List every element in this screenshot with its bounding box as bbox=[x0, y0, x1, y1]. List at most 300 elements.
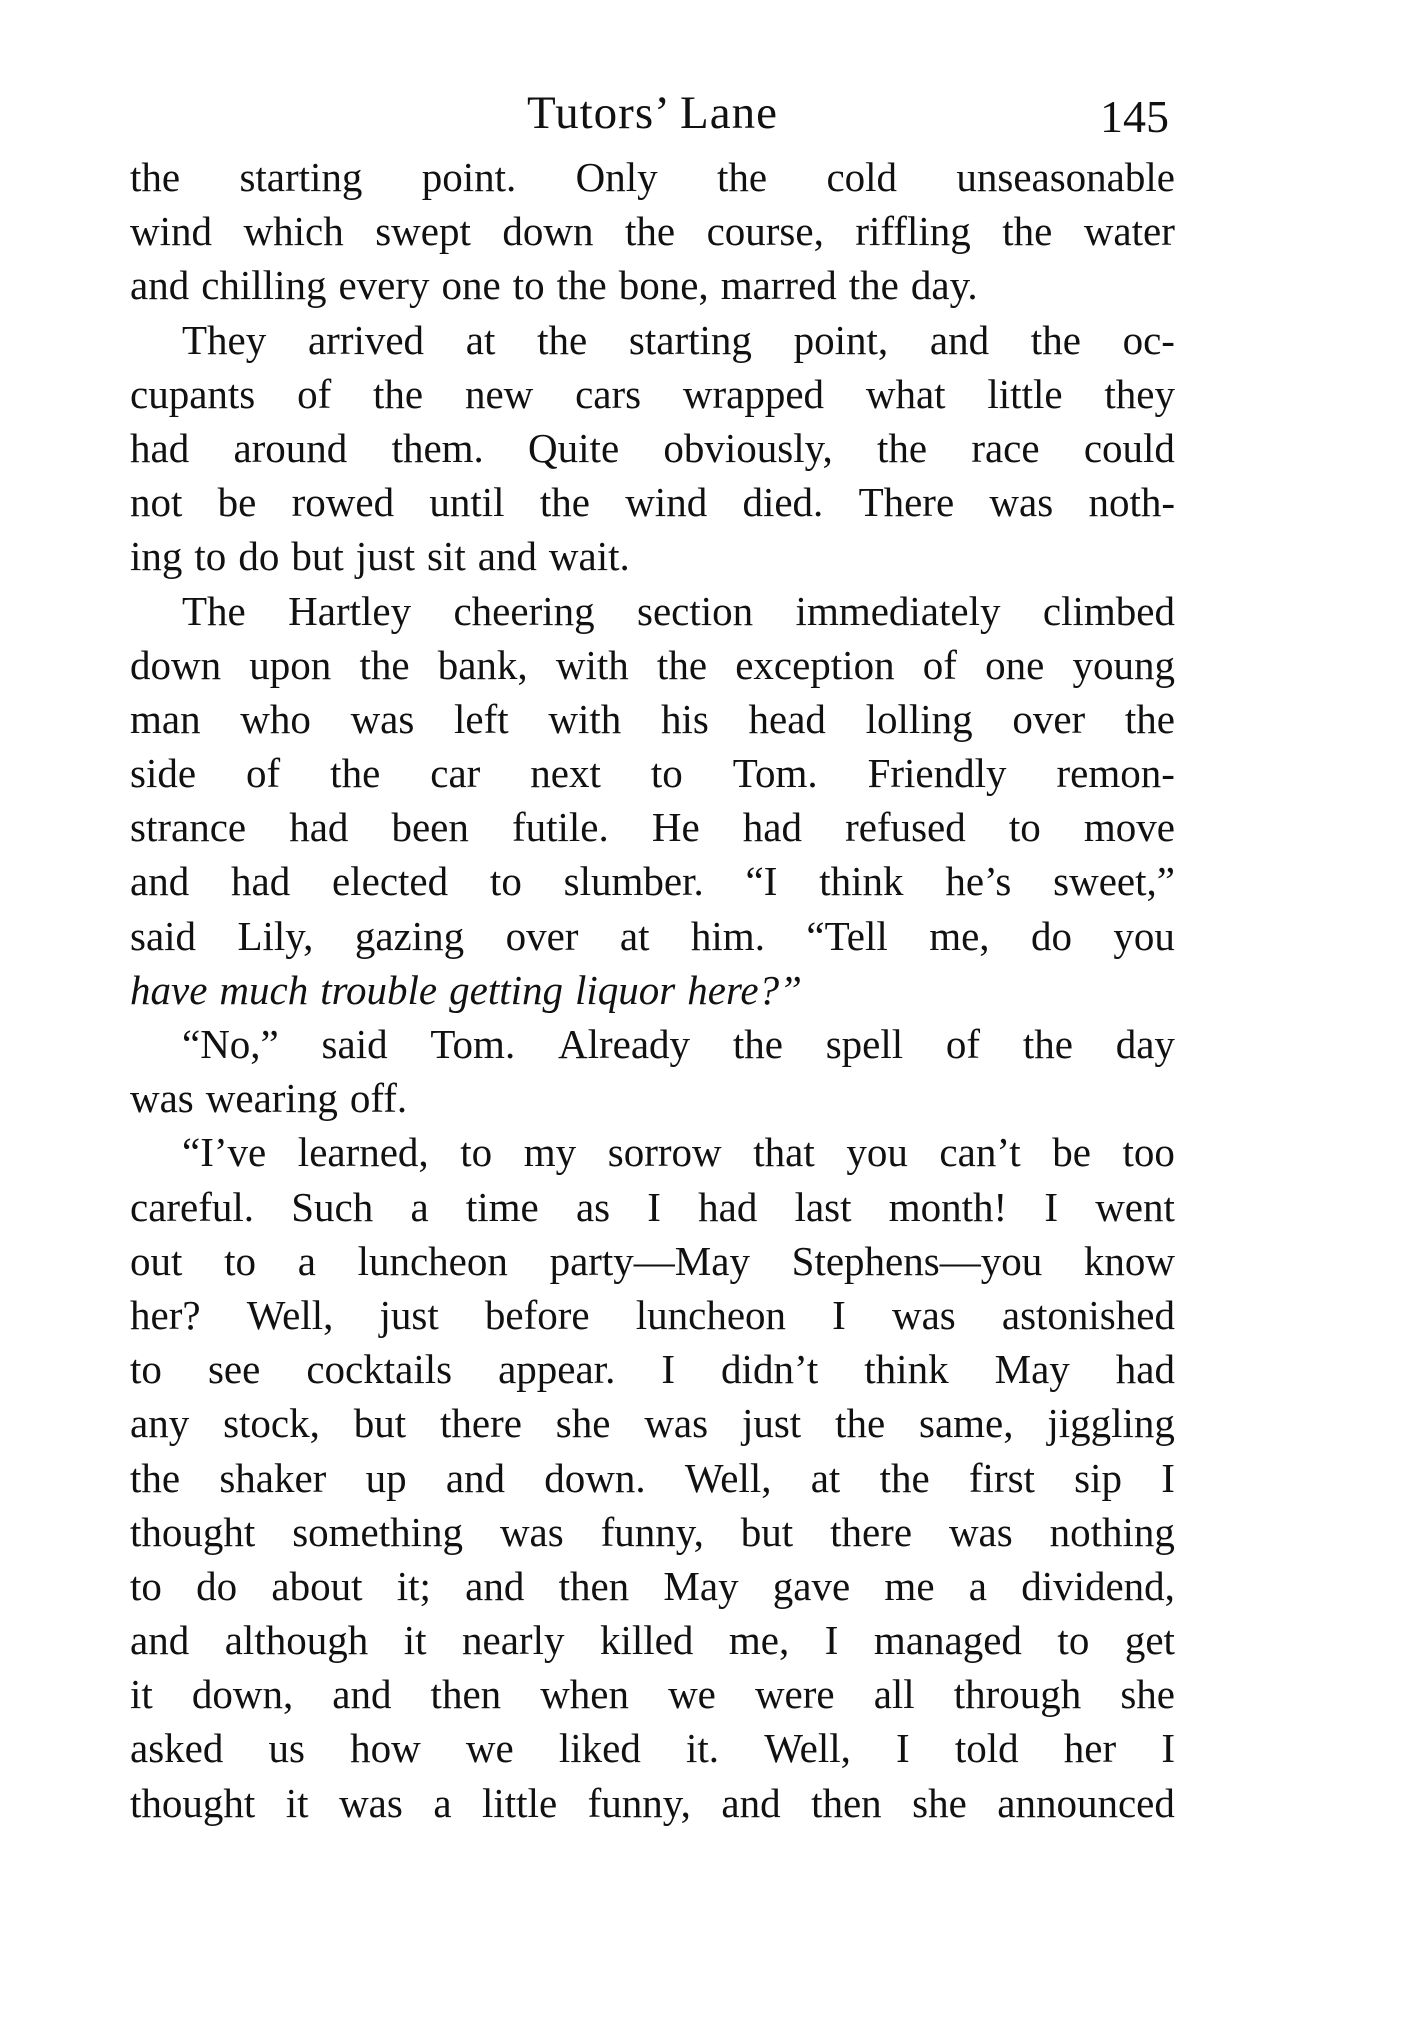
word: was bbox=[499, 1508, 564, 1555]
word: just bbox=[741, 1400, 802, 1447]
word: think bbox=[864, 1346, 949, 1393]
text-line bbox=[130, 1396, 1175, 1450]
word: Well, bbox=[684, 1454, 772, 1501]
word: at bbox=[810, 1454, 841, 1501]
text-line bbox=[130, 1234, 1175, 1288]
word: asked bbox=[130, 1725, 224, 1772]
word: unseasonable bbox=[956, 154, 1175, 200]
text-line bbox=[130, 1776, 1175, 1830]
text-line bbox=[130, 1505, 1175, 1559]
word: of bbox=[297, 370, 332, 417]
word: down bbox=[502, 208, 594, 255]
word: see bbox=[207, 1346, 261, 1393]
word: managed bbox=[873, 1617, 1022, 1664]
word: bone, bbox=[618, 262, 709, 309]
word: it bbox=[403, 1617, 427, 1664]
word: and bbox=[721, 1779, 781, 1826]
word: said bbox=[321, 1021, 388, 1067]
word: Lily, bbox=[237, 912, 314, 959]
word: starting bbox=[239, 154, 363, 200]
running-header bbox=[130, 78, 1175, 148]
word: course, bbox=[706, 208, 824, 255]
word: the bbox=[624, 208, 676, 255]
word: to bbox=[512, 262, 545, 309]
word: starting bbox=[628, 316, 752, 363]
word: the bbox=[835, 1400, 886, 1447]
word: car bbox=[430, 750, 481, 797]
word: stock, bbox=[223, 1400, 320, 1447]
word: didn’t bbox=[721, 1346, 819, 1393]
word: luncheon bbox=[357, 1237, 508, 1284]
word: and bbox=[332, 1671, 392, 1718]
word: to bbox=[130, 1346, 162, 1393]
word: Hartley bbox=[288, 587, 412, 634]
word: killed bbox=[600, 1617, 694, 1664]
word: to bbox=[130, 1562, 162, 1609]
word: wind bbox=[625, 479, 708, 526]
word: There bbox=[858, 479, 955, 526]
word: “I bbox=[745, 858, 778, 905]
word: then bbox=[811, 1779, 882, 1826]
text-line bbox=[130, 313, 1175, 367]
word: the bbox=[330, 750, 381, 797]
word: party—May bbox=[549, 1237, 750, 1284]
word: refused bbox=[845, 804, 966, 851]
word: the bbox=[717, 154, 768, 200]
word: Tom. bbox=[430, 1021, 516, 1067]
word: were bbox=[754, 1671, 835, 1718]
word: to bbox=[224, 1237, 256, 1284]
word: we bbox=[668, 1671, 716, 1718]
word: They bbox=[182, 316, 267, 363]
word: could bbox=[1083, 424, 1175, 471]
text-line bbox=[130, 1667, 1175, 1721]
word: May bbox=[994, 1346, 1070, 1393]
word: trouble bbox=[320, 966, 438, 1013]
word: wind bbox=[130, 208, 212, 255]
word: May bbox=[663, 1562, 739, 1609]
word: and bbox=[130, 858, 190, 905]
word: wrapped bbox=[682, 370, 825, 417]
word: who bbox=[240, 695, 311, 742]
word: cheering bbox=[453, 587, 595, 634]
word: man bbox=[130, 695, 201, 742]
word: and bbox=[130, 262, 190, 309]
text-line bbox=[130, 475, 1175, 529]
word: the bbox=[1030, 316, 1081, 363]
word: I bbox=[647, 1183, 661, 1230]
word: and bbox=[130, 1617, 190, 1664]
word: then bbox=[430, 1671, 502, 1718]
word: day. bbox=[910, 262, 978, 309]
word: I bbox=[1161, 1454, 1175, 1501]
word: month! bbox=[888, 1183, 1008, 1230]
word: side bbox=[130, 750, 197, 797]
word: first bbox=[968, 1454, 1035, 1501]
word: too bbox=[1122, 1129, 1175, 1176]
word: the bbox=[1002, 208, 1053, 255]
word: which bbox=[243, 208, 344, 255]
word: the bbox=[656, 641, 708, 688]
word: move bbox=[1083, 804, 1175, 851]
word: I bbox=[824, 1617, 839, 1664]
word: marred bbox=[720, 262, 837, 309]
word: get bbox=[1124, 1617, 1175, 1664]
word: had bbox=[231, 858, 291, 905]
word: cocktails bbox=[306, 1346, 453, 1393]
word: “Tell bbox=[806, 912, 888, 959]
word: to bbox=[460, 1129, 493, 1176]
word: gave bbox=[772, 1562, 851, 1609]
word: said bbox=[130, 912, 197, 959]
word: down. bbox=[544, 1454, 646, 1501]
word: down, bbox=[191, 1671, 294, 1718]
word: Well, bbox=[246, 1291, 334, 1338]
word: one bbox=[985, 641, 1045, 688]
word: I bbox=[896, 1725, 910, 1772]
text-line bbox=[130, 150, 1175, 204]
text-line bbox=[130, 1288, 1175, 1342]
word: before bbox=[484, 1291, 590, 1338]
text-line bbox=[130, 1613, 1175, 1667]
word: a bbox=[297, 1237, 316, 1284]
word: all bbox=[873, 1671, 915, 1718]
word: luncheon bbox=[635, 1291, 787, 1338]
word: slumber. bbox=[563, 858, 704, 905]
word: was bbox=[644, 1400, 709, 1447]
text-line bbox=[130, 1559, 1175, 1613]
word: the bbox=[848, 262, 899, 309]
word: with bbox=[548, 695, 622, 742]
word: every bbox=[338, 262, 430, 309]
word: but bbox=[740, 1508, 794, 1555]
word: getting bbox=[449, 966, 564, 1013]
word: her bbox=[1063, 1725, 1117, 1772]
word: can’t bbox=[939, 1129, 1021, 1176]
word: head bbox=[748, 695, 826, 742]
word: there bbox=[439, 1400, 522, 1447]
word: through bbox=[953, 1671, 1082, 1718]
word: careful. bbox=[130, 1183, 255, 1230]
word: was bbox=[948, 1508, 1013, 1555]
word: arrived bbox=[307, 316, 425, 363]
word: something bbox=[292, 1508, 464, 1555]
word: it bbox=[130, 1671, 153, 1718]
word: any bbox=[130, 1400, 190, 1447]
word: nearly bbox=[462, 1617, 565, 1664]
word: The bbox=[182, 587, 246, 634]
word: exception bbox=[735, 641, 895, 688]
word: Such bbox=[291, 1183, 374, 1230]
word: a bbox=[433, 1779, 452, 1826]
word: next bbox=[530, 750, 601, 797]
word: time bbox=[465, 1183, 539, 1230]
word: died. bbox=[742, 479, 824, 526]
word: elected bbox=[332, 858, 449, 905]
word: had bbox=[698, 1183, 758, 1230]
word: the bbox=[556, 262, 607, 309]
word: dividend, bbox=[1021, 1562, 1175, 1609]
word: of bbox=[246, 750, 281, 797]
word: the bbox=[537, 316, 588, 363]
word: He bbox=[651, 804, 700, 851]
word: be bbox=[1052, 1129, 1091, 1176]
word: to bbox=[650, 750, 683, 797]
word: Already bbox=[557, 1021, 691, 1067]
text-line bbox=[130, 638, 1175, 692]
word: the bbox=[130, 154, 181, 200]
word: at bbox=[619, 912, 650, 959]
word: cupants bbox=[130, 370, 256, 417]
word: and bbox=[445, 1454, 506, 1501]
word: then bbox=[558, 1562, 630, 1609]
text-line bbox=[130, 258, 1175, 312]
word: her? bbox=[130, 1291, 201, 1338]
text-line bbox=[130, 367, 1175, 421]
word: wait. bbox=[548, 533, 630, 580]
word: until bbox=[429, 479, 505, 526]
word: cars bbox=[575, 370, 642, 417]
word: funny, bbox=[600, 1508, 704, 1555]
word: sorrow bbox=[607, 1129, 722, 1176]
word: my bbox=[523, 1129, 577, 1176]
word: the bbox=[373, 370, 424, 417]
word: was bbox=[989, 479, 1054, 526]
word: I bbox=[1044, 1183, 1058, 1230]
word: me, bbox=[929, 912, 990, 959]
text-line bbox=[130, 1125, 1175, 1179]
word: and bbox=[465, 1562, 525, 1609]
word: obviously, bbox=[663, 424, 833, 471]
word: same, bbox=[919, 1400, 1014, 1447]
word: he’s bbox=[945, 858, 1012, 905]
word: be bbox=[217, 479, 257, 526]
running-title: Tutors’ Lane bbox=[527, 87, 778, 139]
body-text bbox=[130, 150, 1175, 1830]
word: I bbox=[832, 1291, 846, 1338]
text-line bbox=[130, 909, 1175, 963]
word: when bbox=[540, 1671, 630, 1718]
word: them. bbox=[391, 424, 484, 471]
text-line bbox=[130, 963, 1175, 1017]
text-line bbox=[130, 800, 1175, 854]
word: young bbox=[1072, 641, 1175, 688]
word: me, bbox=[728, 1617, 790, 1664]
word: new bbox=[464, 370, 534, 417]
word: here?” bbox=[687, 966, 802, 1013]
word: have bbox=[130, 966, 208, 1013]
word: “No,” bbox=[182, 1021, 279, 1067]
word: was bbox=[339, 1779, 403, 1826]
word: with bbox=[555, 641, 629, 688]
word: had bbox=[130, 424, 190, 471]
word: of bbox=[945, 1021, 981, 1067]
word: you bbox=[1113, 912, 1175, 959]
word: day bbox=[1115, 1021, 1175, 1067]
word: astonished bbox=[1001, 1291, 1175, 1338]
word: of bbox=[922, 641, 957, 688]
text-line bbox=[130, 746, 1175, 800]
word: had bbox=[742, 804, 802, 851]
word: just bbox=[379, 1291, 439, 1338]
word: point. bbox=[421, 154, 517, 200]
word: liquor bbox=[575, 966, 676, 1013]
word: climbed bbox=[1042, 587, 1175, 634]
text-line bbox=[130, 692, 1175, 746]
word: his bbox=[660, 695, 709, 742]
word: lolling bbox=[865, 695, 973, 742]
word: as bbox=[575, 1183, 611, 1230]
word: at bbox=[465, 316, 496, 363]
word: know bbox=[1083, 1237, 1175, 1284]
word: over bbox=[505, 912, 579, 959]
word: immediately bbox=[795, 587, 1001, 634]
word: futile. bbox=[511, 804, 609, 851]
word: out bbox=[130, 1237, 183, 1284]
word: last bbox=[794, 1183, 852, 1230]
word: noth- bbox=[1088, 479, 1175, 526]
word: bank, bbox=[437, 641, 528, 688]
word: strance bbox=[130, 804, 247, 851]
word: the bbox=[130, 1454, 181, 1501]
word: up bbox=[365, 1454, 407, 1501]
word: she bbox=[1120, 1671, 1175, 1718]
word: what bbox=[865, 370, 946, 417]
word: gazing bbox=[354, 912, 465, 959]
word: do bbox=[238, 533, 280, 580]
page-number: 145 bbox=[1100, 91, 1169, 142]
word: him. bbox=[690, 912, 765, 959]
word: off. bbox=[349, 1075, 408, 1122]
word: swept bbox=[375, 208, 471, 255]
word: it; bbox=[396, 1562, 431, 1609]
word: she bbox=[912, 1779, 967, 1826]
word: it. bbox=[686, 1725, 720, 1772]
word: but bbox=[291, 533, 344, 580]
word: much bbox=[219, 966, 309, 1013]
word: “I’ve bbox=[182, 1129, 267, 1176]
text-line bbox=[130, 1071, 1175, 1125]
word: do bbox=[1030, 912, 1072, 959]
word: over bbox=[1012, 695, 1086, 742]
text-line bbox=[130, 204, 1175, 258]
word: a bbox=[410, 1183, 429, 1230]
text-line bbox=[130, 1017, 1175, 1071]
word: left bbox=[454, 695, 509, 742]
word: was bbox=[891, 1291, 956, 1338]
word: how bbox=[350, 1725, 421, 1772]
word: to bbox=[1057, 1617, 1090, 1664]
word: learned, bbox=[297, 1129, 429, 1176]
word: to bbox=[489, 858, 522, 905]
word: the bbox=[732, 1021, 783, 1067]
text-line bbox=[130, 1342, 1175, 1396]
word: she bbox=[555, 1400, 611, 1447]
text-line bbox=[130, 421, 1175, 475]
word: ing bbox=[130, 533, 183, 580]
word: told bbox=[954, 1725, 1019, 1772]
word: been bbox=[391, 804, 469, 851]
word: wearing bbox=[205, 1075, 338, 1122]
word: do bbox=[196, 1562, 238, 1609]
word: point, bbox=[793, 316, 889, 363]
text-line bbox=[130, 1721, 1175, 1775]
word: me bbox=[884, 1562, 935, 1609]
text-line bbox=[130, 1451, 1175, 1505]
word: one bbox=[441, 262, 501, 309]
word: to bbox=[1008, 804, 1041, 851]
word: just bbox=[355, 533, 415, 580]
word: little bbox=[987, 370, 1063, 417]
word: was bbox=[350, 695, 415, 742]
word: sweet,” bbox=[1053, 858, 1175, 905]
text-line bbox=[130, 1180, 1175, 1234]
word: liked bbox=[558, 1725, 641, 1772]
word: the bbox=[1022, 1021, 1073, 1067]
word: spell bbox=[825, 1021, 904, 1067]
word: sip bbox=[1074, 1454, 1123, 1501]
word: Tom. bbox=[732, 750, 818, 797]
word: Stephens—you bbox=[791, 1237, 1043, 1284]
word: but bbox=[353, 1400, 407, 1447]
word: had bbox=[289, 804, 349, 851]
word: the bbox=[876, 424, 928, 471]
text-line bbox=[130, 584, 1175, 638]
word: riffling bbox=[855, 208, 971, 255]
word: Only bbox=[575, 154, 658, 200]
word: us bbox=[268, 1725, 305, 1772]
word: announced bbox=[997, 1779, 1175, 1826]
word: upon bbox=[249, 641, 332, 688]
word: Well, bbox=[764, 1725, 851, 1772]
word: I bbox=[1161, 1725, 1175, 1772]
word: you bbox=[846, 1129, 908, 1176]
word: nothing bbox=[1049, 1508, 1175, 1555]
word: section bbox=[637, 587, 754, 634]
word: Quite bbox=[528, 424, 620, 471]
word: funny, bbox=[587, 1779, 691, 1826]
word: shaker bbox=[219, 1454, 327, 1501]
word: thought bbox=[130, 1508, 256, 1555]
word: they bbox=[1104, 370, 1175, 417]
text-line bbox=[130, 854, 1175, 908]
word: sit bbox=[426, 533, 466, 580]
word: about bbox=[271, 1562, 363, 1609]
word: we bbox=[465, 1725, 514, 1772]
word: the bbox=[1124, 695, 1175, 742]
word: water bbox=[1083, 208, 1175, 255]
word: the bbox=[879, 1454, 930, 1501]
word: went bbox=[1095, 1183, 1175, 1230]
word: race bbox=[971, 424, 1040, 471]
word: oc- bbox=[1122, 316, 1175, 363]
word: cold bbox=[826, 154, 898, 200]
word: down bbox=[130, 641, 222, 688]
word: it bbox=[285, 1779, 309, 1826]
word: little bbox=[482, 1779, 558, 1826]
text-line bbox=[130, 529, 1175, 583]
word: a bbox=[968, 1562, 987, 1609]
word: chilling bbox=[201, 262, 327, 309]
word: that bbox=[753, 1129, 815, 1176]
word: to bbox=[194, 533, 227, 580]
word: remon- bbox=[1056, 750, 1175, 797]
word: had bbox=[1115, 1346, 1175, 1393]
word: think bbox=[819, 858, 904, 905]
word: I bbox=[661, 1346, 676, 1393]
word: appear. bbox=[498, 1346, 616, 1393]
word: around bbox=[233, 424, 348, 471]
